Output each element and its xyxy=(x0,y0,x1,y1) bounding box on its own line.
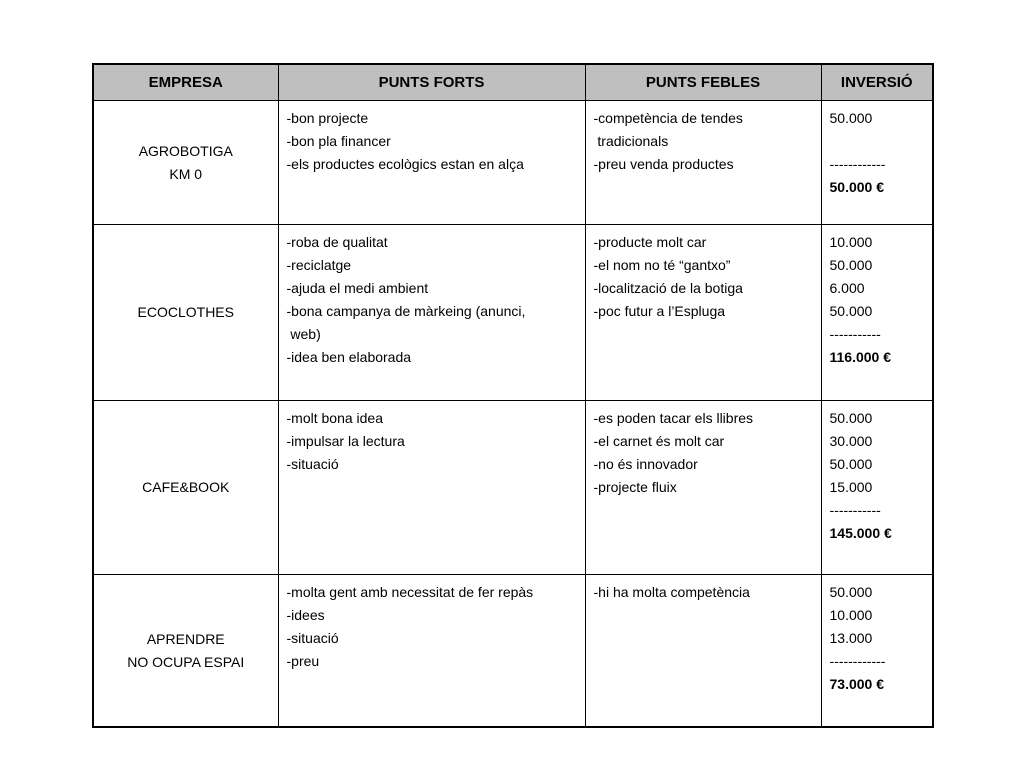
text-line: 50.000 xyxy=(829,257,873,273)
inversio-cell xyxy=(821,101,933,225)
punts-forts-cell xyxy=(278,101,585,225)
text-line: -molta gent amb necessitat de fer repàs xyxy=(286,584,534,600)
header-inversio: INVERSIÓ xyxy=(821,64,933,101)
inversio-amounts xyxy=(830,407,925,522)
text-line: -impulsar la lectura xyxy=(286,433,405,449)
text-line: -el carnet és molt car xyxy=(593,433,725,449)
inversio-total: 50.000 € xyxy=(829,179,884,195)
text-line: -situació xyxy=(286,456,339,472)
inversio-cell xyxy=(821,225,933,401)
text-line: -producte molt car xyxy=(593,234,707,250)
punts-forts-cell xyxy=(278,575,585,728)
text-line: 6.000 xyxy=(829,280,865,296)
text-line: -poc futur a l’Espluga xyxy=(593,303,726,319)
text-line: -idees xyxy=(286,607,325,623)
text-line: -projecte fluix xyxy=(593,479,677,495)
text-line: -competència de tendes xyxy=(593,110,743,126)
text-line: -hi ha molta competència xyxy=(593,584,750,600)
text-line: -molt bona idea xyxy=(286,410,384,426)
header-empresa: EMPRESA xyxy=(93,64,278,101)
inversio-cell xyxy=(821,401,933,575)
empresa-name xyxy=(93,101,278,225)
text-line: -el nom no té “gantxo” xyxy=(593,257,731,273)
text-line: -bon pla financer xyxy=(286,133,391,149)
text-line: ------------ xyxy=(829,156,886,172)
text-line: 50.000 xyxy=(829,584,873,600)
text-line: 13.000 xyxy=(829,630,873,646)
text-line: -idea ben elaborada xyxy=(286,349,412,365)
text-line: -bon projecte xyxy=(286,110,369,126)
text-line: ECOCLOTHES xyxy=(137,304,234,320)
text-line: -localització de la botiga xyxy=(593,280,743,296)
text-line: APRENDRE xyxy=(146,630,225,647)
text-line: AGROBOTIGA xyxy=(138,142,233,159)
empresa-name xyxy=(93,401,278,575)
punts-febles-cell xyxy=(585,225,821,401)
text-line: 10.000 xyxy=(829,234,873,250)
table-row-aprendre xyxy=(93,575,933,728)
text-line: 15.000 xyxy=(829,479,873,495)
table-row-agrobotiga xyxy=(93,101,933,225)
text-line: 10.000 xyxy=(829,607,873,623)
company-evaluation-table xyxy=(92,63,934,728)
inversio-total: 145.000 € xyxy=(829,525,892,541)
text-line: -no és innovador xyxy=(593,456,698,472)
text-line: -es poden tacar els llibres xyxy=(593,410,754,426)
text-line: -preu xyxy=(286,653,320,669)
text-line: ----------- xyxy=(829,502,881,518)
table-row-cafebook xyxy=(93,401,933,575)
text-line: ------------ xyxy=(829,653,886,669)
text-line: KM 0 xyxy=(169,165,203,182)
inversio-amounts xyxy=(830,581,925,673)
punts-febles-cell xyxy=(585,101,821,225)
header-punts-forts: PUNTS FORTS xyxy=(278,64,585,101)
text-line: -els productes ecològics estan en alça xyxy=(286,156,524,172)
text-line: 50.000 xyxy=(829,410,873,426)
text-line: 30.000 xyxy=(829,433,873,449)
text-line: -reciclatge xyxy=(286,257,352,273)
text-line: 50.000 xyxy=(829,456,873,472)
text-line: web) xyxy=(286,326,321,342)
text-line: 50.000 xyxy=(829,110,873,126)
text-line: -ajuda el medi ambient xyxy=(286,280,429,296)
text-line: -situació xyxy=(286,630,339,646)
inversio-cell xyxy=(821,575,933,728)
text-line: -bona campanya de màrkeing (anunci, xyxy=(286,303,526,319)
empresa-name xyxy=(93,225,278,401)
inversio-total: 73.000 € xyxy=(829,676,884,692)
text-line: 50.000 xyxy=(829,303,873,319)
inversio-total: 116.000 € xyxy=(829,349,892,365)
text-line: CAFE&BOOK xyxy=(142,479,230,495)
inversio-amounts xyxy=(830,231,925,346)
punts-febles-cell xyxy=(585,401,821,575)
inversio-amounts xyxy=(830,107,925,176)
header-row xyxy=(93,64,933,101)
text-line: -preu venda productes xyxy=(593,156,734,172)
text-line: tradicionals xyxy=(593,133,669,149)
punts-febles-cell xyxy=(585,575,821,728)
punts-forts-cell xyxy=(278,401,585,575)
empresa-name xyxy=(93,575,278,728)
header-punts-febles: PUNTS FEBLES xyxy=(585,64,821,101)
text-line: NO OCUPA ESPAI xyxy=(127,653,245,670)
punts-forts-cell xyxy=(278,225,585,401)
table-row-ecoclothes xyxy=(93,225,933,401)
text-line xyxy=(830,130,925,153)
text-line: ----------- xyxy=(829,326,881,342)
text-line: -roba de qualitat xyxy=(286,234,388,250)
